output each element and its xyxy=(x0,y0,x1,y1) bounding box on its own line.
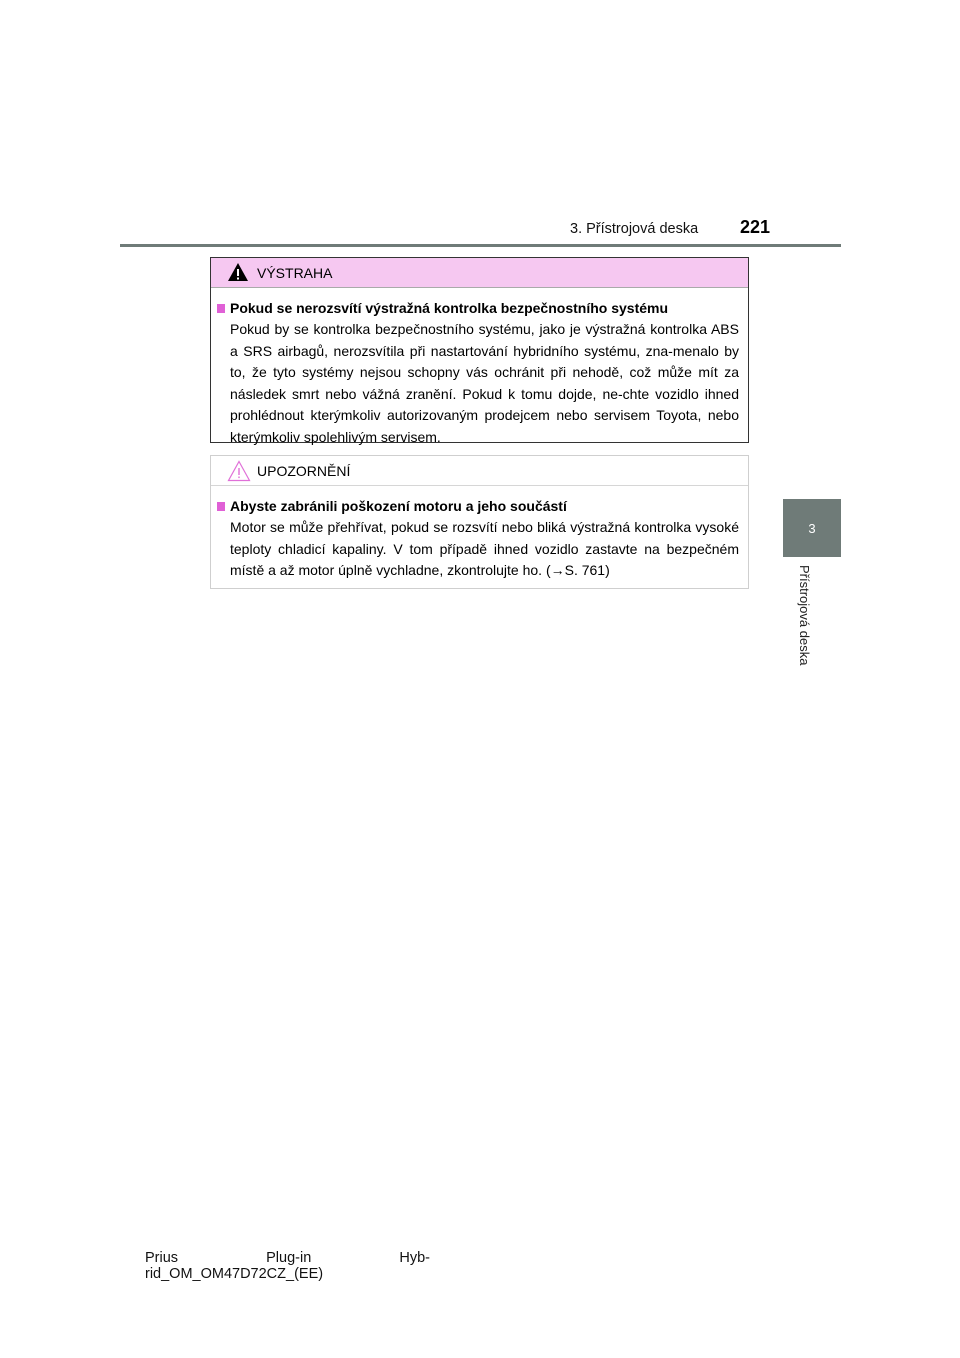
square-bullet-icon xyxy=(217,304,225,313)
chapter-tab[interactable] xyxy=(783,499,841,557)
warning-triangle-outline-icon xyxy=(227,460,251,482)
warning-box-body xyxy=(211,288,748,448)
warning-item-title-text: Pokud se nerozsvítí výstražná kontrolka bezpečnostního systému xyxy=(230,300,669,316)
footer-word-2: Plug-in xyxy=(266,1250,312,1266)
header-divider xyxy=(120,244,841,247)
warning-item-text: Pokud by se kontrolka bezpečnostního systému, jako je výstražná kontrolka ABS a SRS airbagů, nerozsvítila při nastartování hybridního systému, zna-menalo by to, že tyto systémy nejsou schopny vás ochránit při nehodě, což může mít za následek smrt nebo vážná zranění. Pokud k tomu dojde, ne-chte vozidlo ihned prohlédnout kterýmkoliv autorizovaným prodejcem nebo servisem Toyota, nebo kterýmkoliv spolehlivým servisem. xyxy=(230,321,739,445)
footer-word-3: Hyb- xyxy=(399,1250,430,1266)
caution-heading: UPOZORNĚNÍ xyxy=(257,462,351,479)
footer-line-1 xyxy=(145,1250,430,1266)
caution-box-body xyxy=(211,486,748,582)
square-bullet-icon xyxy=(217,502,225,511)
caution-item-text: Motor se může přehřívat, pokud se rozsvítí nebo bliká výstražná kontrolka vysoké teploty chladicí kapaliny. V tom případě ihned vozidlo zastavte na bezpečném místě a až motor úplně vychladne, zkontrolujte ho. (→S. 761) xyxy=(230,519,739,578)
warning-box-header xyxy=(211,258,748,288)
warning-triangle-filled-icon xyxy=(227,262,251,284)
footer-line-2: rid_OM_OM47D72CZ_(EE) xyxy=(145,1266,324,1282)
warning-heading: VÝSTRAHA xyxy=(257,264,333,281)
chapter-tab-label: Přístrojová deska xyxy=(797,565,812,666)
page-footer xyxy=(145,1250,430,1282)
warning-item-title xyxy=(217,300,739,316)
caution-box-header xyxy=(211,456,748,486)
footer-word-1: Prius xyxy=(145,1250,179,1266)
caution-box xyxy=(210,455,749,589)
chapter-title: 3. Přístrojová deska xyxy=(570,221,699,237)
warning-box xyxy=(210,257,749,443)
caution-item-title-text: Abyste zabránili poškození motoru a jeho součástí xyxy=(230,498,567,514)
page-number: 221 xyxy=(740,217,771,237)
chapter-tab-number: 3 xyxy=(808,520,816,536)
caution-item-title xyxy=(217,498,739,514)
